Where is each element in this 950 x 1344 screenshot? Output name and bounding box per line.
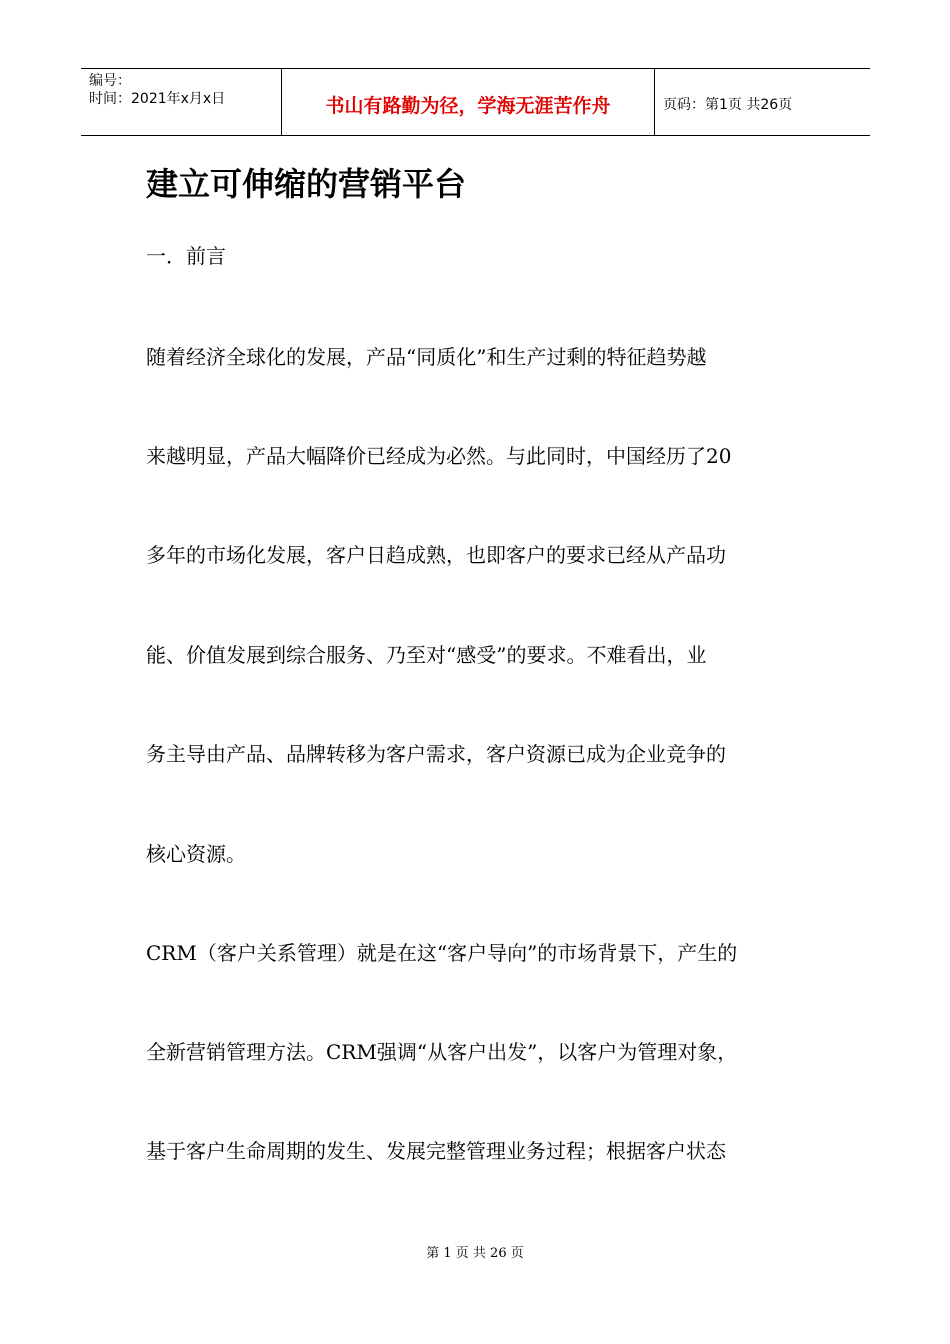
body-line: CRM（客户关系管理）就是在这“客户导向”的市场背景下，产生的 — [146, 941, 738, 965]
document-title: 建立可伸缩的营销平台 — [146, 165, 467, 203]
date-label: 时间：2021年x月x日 — [89, 91, 226, 107]
serial-number-label: 编号： — [89, 73, 131, 89]
body-line: 随着经济全球化的发展，产品“同质化”和生产过剩的特征趋势越 — [146, 345, 707, 369]
body-line: 务主导由产品、品牌转移为客户需求，客户资源已成为企业竞争的 — [146, 742, 726, 766]
header-page-cell — [655, 69, 870, 135]
body-line: 来越明显，产品大幅降价已经成为必然。与此同时，中国经历了20 — [146, 444, 732, 468]
body-line: 能、价值发展到综合服务、乃至对“感受”的要求。不难看出，业 — [146, 643, 707, 667]
body-line: 核心资源。 — [146, 842, 246, 866]
header-info-cell — [81, 69, 282, 135]
body-line: 基于客户生命周期的发生、发展完整管理业务过程；根据客户状态 — [146, 1139, 726, 1163]
header-motto: 书山有路勤为径，学海无涯苦作舟 — [325, 94, 611, 117]
page-footer: 第 1 页 共 26 页 — [426, 1246, 524, 1261]
body-line: 多年的市场化发展，客户日趋成熟，也即客户的要求已经从产品功 — [146, 543, 726, 567]
section-heading: 一．前言 — [146, 244, 226, 268]
header-page-number: 页码：第1页 共26页 — [663, 97, 793, 113]
body-line: 全新营销管理方法。CRM强调“从客户出发”，以客户为管理对象， — [146, 1040, 738, 1064]
header-motto-cell — [282, 69, 655, 135]
document-header — [81, 68, 870, 136]
